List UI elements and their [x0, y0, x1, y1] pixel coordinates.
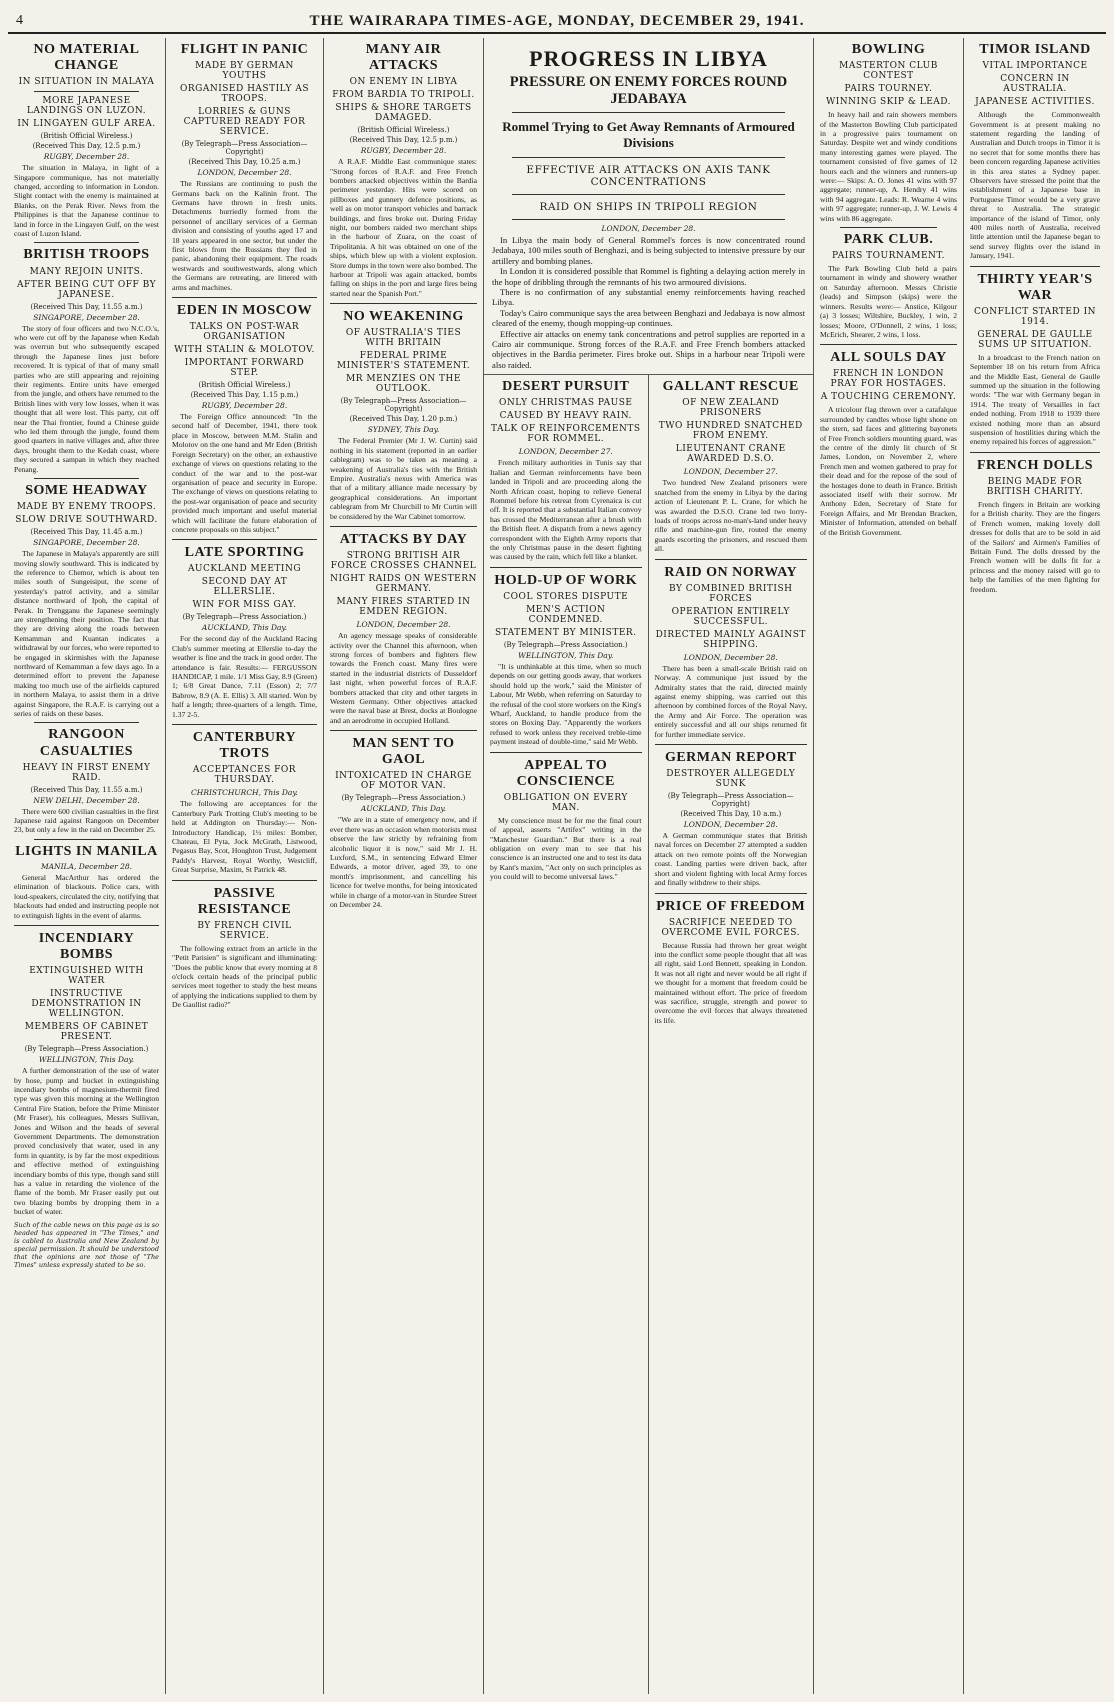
subheading: MADE BY GERMAN YOUTHS [195, 61, 294, 82]
article-text: There has been a small-scale British raid on Norway. A communique just issued by the Admiralty states that the raid, directed mainly against enemy shipping, was carried out this afternoon by combined forces of the Royal Navy, the Army and Air Force. The operation was entirely successful and all our ships returned fit for further immediate service. [654, 663, 807, 739]
credit: (By Telegraph—Press Association.) [341, 794, 466, 803]
subheading: ACCEPTANCES FOR THURSDAY. [192, 765, 297, 786]
article-text: The Park Bowling Club held a pairs tournament in windy and showery weather on Saturday afternoon. Messrs Christie (leads) and Simpson (skips) were the winners. Results were:— Anstice, Kilgour (a) 3 losses; Wiltshire, Buckley, 1 win, 2 losses; Moore, O'Donnell, 2 wins, 1 loss; McErich, Shearer, 2 wins, 1 loss. [820, 264, 957, 339]
subheading: MANY REJOIN UNITS. [29, 266, 144, 277]
subheading: SACRIFICE NEEDED TO OVERCOME EVIL FORCES. [661, 917, 800, 938]
article-text: Two hundred New Zealand prisoners were snatched from the enemy in Libya by the daring action of Lieutenant P. L. Crane, for which he was awarded the D.S.O. Crane led two lorry-loads of troops across no-man's-land under heavy rifle and machine-gun fire, routed the enemy guards escorting the prisoners, and rescued them all. [654, 478, 807, 554]
headline: THIRTY YEAR'S WAR [977, 271, 1093, 303]
dateline: WELLINGTON, This Day. [38, 1055, 135, 1065]
headline: TIMOR ISLAND [979, 42, 1091, 57]
headline: LIGHTS IN MANILA [15, 843, 158, 859]
subheading: HEAVY IN FIRST ENEMY RAID. [22, 762, 151, 783]
received-time: (Received This Day, 1.15 p.m.) [190, 391, 299, 400]
subheading: WINNING SKIP & LEAD. [825, 97, 952, 108]
headline: APPEAL TO CONSCIENCE [516, 757, 615, 789]
subheading: WIN FOR MISS GAY. [192, 600, 297, 611]
subheading: FROM BARDIA TO TRIPOLI. [332, 90, 475, 101]
headline: FRENCH DOLLS [976, 457, 1094, 473]
lead-paragraph: In London it is considered possible that Rommel is fighting a delaying action merely in the hope of dribbling through the remnants of his two armoured divisions. [492, 266, 805, 287]
dateline: MANILA, December 28. [40, 861, 133, 871]
received-time: (Received This Day, 10 a.m.) [680, 810, 782, 819]
headline: PASSIVE RESISTANCE [197, 885, 292, 917]
subheading: MR MENZIES ON THE OUTLOOK. [346, 374, 461, 395]
subheading: DIRECTED MAINLY AGAINST SHIPPING. [655, 629, 806, 650]
subheading: FEDERAL PRIME MINISTER'S STATEMENT. [336, 351, 471, 372]
subheading: STATEMENT BY MINISTER. [494, 627, 637, 638]
subheading: COOL STORES DISPUTE [503, 591, 629, 602]
subheading: VITAL IMPORTANCE [982, 61, 1088, 72]
lead-columns [484, 38, 814, 1694]
subheading: PAIRS TOURNEY. [844, 84, 933, 95]
dateline: LONDON, December 28. [356, 620, 451, 630]
subheading: OPERATION ENTIRELY SUCCESSFUL. [671, 606, 790, 627]
subheading: TALKS ON POST-WAR ORGANISATION [189, 322, 300, 343]
article-text: The following extract from an article in the "Petit Parisien" is significant and illuminating: "Does the public know that every morning at 8 o'clock certain heads of the principal public services meet together to study the best means of applying the indications supplied to them by De Gaullist radio?" [172, 943, 317, 1010]
dateline: LONDON, December 27. [518, 447, 613, 457]
received-time: (Received This Day, 12.5 p.m.) [32, 142, 141, 151]
headline: ATTACKS BY DAY [339, 532, 468, 548]
lead-deck: PRESSURE ON ENEMY FORCES ROUND JEDABAYA [509, 74, 788, 107]
headline: BOWLING [851, 42, 926, 57]
article-text: A R.A.F. Middle East communique states: "Strong forces of R.A.F. and Free French bombers attacked objectives within the Bardia perimeter yesterday. Hits were scored on pillboxes and gunnery defence positions, as well as on motor transport vehicles and barrack buildings, and fires broke out. During Friday night, our bombers raided two merchant ships in the harbour of Zuara, on the coast of Tripolitania. A hit was obtained on one of the ships, which blew up with a violent explosion. Store dumps in the town were also bombed. The harbour at Tripoli was again attacked, bombs falling on ships in the port and large fires being started near the Spanish Port." [330, 157, 477, 298]
column-5 [649, 375, 814, 1694]
article-text: Because Russia had thrown her great weight into the conflict some people thought that all was all right, said Lord Bennett, speaking in London. It was not all right and never would be all right if we thought for a moment that freedom could be maintained without effort. The price of freedom was sacrifice, struggle, strength and power to overcome the evil forces that always threatened its life. [654, 940, 807, 1025]
subheading: NIGHT RAIDS ON WESTERN GERMANY. [330, 574, 477, 595]
lead-headline: PROGRESS IN LIBYA [529, 46, 768, 71]
article-text: The situation in Malaya, in light of a Singapore communique, has not materially changed, according to information in London. Slight contact with the enemy is maintained at Blanks, on the Perak River. News from the Philippines is that the Japanese continue to land in force in the Lingayen Gulf, on the west coast of Luzon Island. [14, 163, 159, 239]
headline: ALL SOULS DAY [830, 350, 947, 366]
dateline: AUCKLAND, This Day. [201, 623, 288, 633]
subheading: PAIRS TOURNAMENT. [832, 251, 945, 262]
article-text: My conscience must be for me the final court of appeal, asserts "Artifex" writing in the "Manchester Guardian." But there is a real obligation on every man to see that his conscience is an instructed one and to test its data by Kant's maxim, "Act only on such principles as you could will to become universal laws." [490, 815, 642, 882]
headline: FLIGHT IN PANIC [180, 42, 309, 57]
article-text: An agency message speaks of considerable activity over the Channel this afternoon, when strong forces of bombers and fighters flew towards the French coast. Many fires were started in the industrial districts of Dusseldorf last night, when powerful forces of R.A.F. bombers attacked that city and other targets in Western Germany. Other objectives attacked were the naval base at Brest, docks at Boulogne and an aerodrome in occupied Holland. [330, 631, 477, 725]
subheading: MADE BY ENEMY TROOPS. [16, 502, 157, 513]
subheading: ONLY CHRISTMAS PAUSE [499, 398, 633, 409]
dateline: RUGBY, December 28. [43, 152, 130, 162]
dateline: LONDON, December 27. [683, 467, 778, 477]
subheading: TWO HUNDRED SNATCHED FROM ENEMY. [658, 421, 803, 442]
article-text: In a broadcast to the French nation on September 18 on his return from Africa and the Middle East, General de Gaulle summed up the situation in the following words: "The war with Germany began in 1914. The treaty of Versailles in fact ended nothing. From 1918 to 1939 there existed nothing more than an absurd suspension of hostilities during which the enemy repaired his forces of aggression." [970, 352, 1100, 447]
subheading: STRONG BRITISH AIR FORCE CROSSES CHANNEL [330, 551, 477, 572]
article-text: French military authorities in Tunis say that Italian and German reinforcements have been landed in Tripoli and are proceeding along the North African coast, hoping to relieve General Rommel before his retreat from Cyrenaica is cut off. It is reported that a substantial Italian convoy has crossed the Mediterranean after a brush with the British fleet. A dispatch from a news agency correspondent with the Eighth Army reports that the only Christmas pause in the desert fighting was caused by the rain, which fell like a blanket. [490, 458, 642, 562]
credit: (British Official Wireless.) [357, 126, 450, 135]
subheading: BEING MADE FOR BRITISH CHARITY. [986, 476, 1084, 497]
subheading: TALK OF REINFORCEMENTS FOR ROMMEL. [490, 424, 641, 445]
credit: (By Telegraph—Press Association—Copyright) [181, 140, 308, 157]
headline: BRITISH TROOPS [23, 247, 150, 263]
credit: (By Telegraph—Press Association—Copyright) [667, 792, 794, 809]
subheading: MEN'S ACTION CONDEMNED. [526, 604, 606, 625]
dateline: SINGAPORE, December 28. [33, 538, 140, 548]
dateline: SYDNEY, This Day. [367, 425, 440, 435]
subheading: WITH STALIN & MOLOTOV. [174, 345, 315, 356]
dateline: SINGAPORE, December 28. [33, 312, 140, 322]
article-text: General MacArthur has ordered the elimination of blackouts. Police cars, with loud-speakers, circulated the city, notifying that blackouts had ended and instructing people not to extinguish lights in the event of alarms. [14, 872, 159, 920]
article-text: In heavy hail and rain showers members of the Masterton Bowling Club participated in a progressive pairs tournament on Saturday. Despite wet and windy conditions many interesting games were played. The tournament consisted of five games of 12 hours each and the winners and runners-up were:— Skips: A. O. Jones 41 wins with 97 aggregate; runner-up, A. Hendry 41 wins with 94 aggregate. Leads: R. Wearne 4 wins with 97 aggregate; runner-up, J. W. Lewis 4 wins with 86 aggregate. [820, 110, 957, 223]
article-text: "We are in a state of emergency now, and if ever there was an occasion when motorists must observe the law strictly by refraining from alcoholic liquor it is now," said Mr J. H. Luxford, S.M., in sentencing Edward Elmer Edwards, a motor driver, aged 39, to one month's imprisonment, and cancelling his licence for twelve months, for being intoxicated while in charge of a motor-van in Sturdee Street on December 24. [330, 815, 477, 910]
headline: MAN SENT TO GAOL [352, 736, 455, 768]
column-2 [166, 38, 324, 1694]
subheading: INTOXICATED IN CHARGE OF MOTOR VAN. [335, 771, 472, 792]
subheading: OF NEW ZEALAND PRISONERS [682, 398, 780, 419]
received-time: (Received This Day, 11.55 a.m.) [30, 785, 143, 794]
received-time: (Received This Day, 12.5 p.m.) [349, 136, 458, 145]
headline: NO MATERIAL CHANGE [33, 42, 140, 74]
credit: (By Telegraph—Press Association.) [503, 640, 628, 649]
subheading: CONCERN IN AUSTRALIA. [1000, 74, 1070, 95]
headline: DESERT PURSUIT [502, 379, 630, 395]
dateline: LONDON, December 28. [601, 224, 696, 233]
article-text: There were 600 civilian casualties in the first Japanese raid against Rangoon on December 23, but only a few in the raid on December 25. [14, 806, 159, 835]
times-footnote: Such of the cable news on this page as is so headed has appeared in "The Times," and is cabled to Australia and New Zealand by special permission. It should be understood that the opinions are not those of "The Times" unless expressly stated to be so. [14, 1220, 159, 1269]
article-text: The Federal Premier (Mr J. W. Curtin) said nothing in his statement (reported in an earlier cablegram) was to be taken as meaning a weakening of Australia's ties with the British Empire. Australia's nexus with America was that of a military alliance made necessary by geographical considerations. An important cablegram from Mr Churchill to Mr Curtin will be considered by the War Cabinet tomorrow. [330, 436, 477, 521]
dateline: LONDON, December 28. [683, 652, 778, 662]
lead-lower [484, 375, 813, 1694]
headline: LATE SPORTING [184, 545, 305, 561]
headline: NO WEAKENING [343, 309, 464, 325]
subheading: A TOUCHING CEREMONY. [820, 392, 957, 403]
subheading: MEMBERS OF CABINET PRESENT. [24, 1022, 149, 1043]
headline: CANTERBURY TROTS [192, 730, 297, 762]
article-text: Although the Commonwealth Government is at present making no statement regarding the landing of Australian and Dutch troops in Timor it is no secret that for some months there has been concern regarding Japanese activities in this area states a Sydney paper. Observers have stressed the point that the establishment of a Japanese base in Portuguese Timor would be a very grave threat to Australia. The strategic importance of the island of Timor, only 400 miles north of Australia, received little attention until the Japanese began to send survey flights over the island in January, 1941. [970, 110, 1100, 261]
subheading: CONFLICT STARTED IN 1914. [973, 306, 1097, 327]
dateline: RUGBY, December 28. [201, 401, 288, 411]
article-text: The Russians are continuing to push the Germans back on the Kalinin front. The Germans have thrown in fresh units. Detachments hurriedly formed from the personnel of ancillary services of a German division and consisting of youths aged 17 and 18 years appeared in one sector, but under the first blows from the Russians they fled in panic, abandoning their equipment. The roads westwards and southwestwards, along which the Germans are retreating, are littered with arms and machines. [172, 179, 317, 292]
credit: (British Official Wireless.) [40, 132, 133, 141]
headline: PRICE OF FREEDOM [656, 898, 806, 914]
headline: PARK CLUB. [843, 231, 934, 247]
subheading: INSTRUCTIVE DEMONSTRATION IN WELLINGTON. [31, 989, 142, 1020]
subheading: FRENCH IN LONDON PRAY FOR HOSTAGES. [830, 369, 947, 390]
lead-story [484, 38, 813, 375]
columns [8, 38, 1106, 1694]
subheading: IMPORTANT FORWARD STEP. [184, 358, 305, 379]
subheading: OF AUSTRALIA'S TIES WITH BRITAIN [345, 328, 462, 349]
headline: HOLD-UP OF WORK [494, 572, 638, 588]
dateline: WELLINGTON, This Day. [518, 650, 614, 660]
article-text: A further demonstration of the use of water by hose, pump and bucket in extinguishing incendiary bombs of magnesium-thermit fired type was given this morning at the Wellington Central Fire Station, before the Prime Minister (Mr Fraser), his colleagues, Messrs Sullivan, Jones and Wilson and the heads of several Government Departments. The demonstration proved conclusively that water, used in any form in quantity, is by far the most expeditious and effective method of extinguishing incendiary bombs of this type, though sand still has a value in retarding the violence of the flame of the bomb. Mr Fraser easily put out two blazing bombs by dropping them in a bucket of water. [14, 1066, 159, 1217]
subheading: MORE JAPANESE LANDINGS ON LUZON. [26, 96, 147, 117]
column-3 [324, 38, 484, 1694]
credit: (By Telegraph—Press Association.) [24, 1045, 149, 1054]
subheading: LORRIES & GUNS CAPTURED READY FOR SERVICE. [183, 107, 306, 138]
article-text: The Japanese in Malaya's apparently are still moving slowly southward. This is indicated by the reference to Chemor, which is about ten miles south of Sungeisiput, the scene of yesterday's patrol activity, and a similar distance northward of Ipoh, the capital of Perak. In Trengganu the Japanese seemingly are strengthening their position. The fact that they are driving along the roads between Kemamman and Kuantan indicates a withdrawal by our forces, who were reported to be engaged in skirmishes with the Japanese northward of Kemamman a few days ago. In a determined effort to prevent the Japanese making too much use of the airfields captured in northern Malaya, to assist them in a drive against Singapore, the R.A.F. is carrying out a series of raids on these bases. [14, 549, 159, 719]
subheading: BY FRENCH CIVIL SERVICE. [197, 920, 292, 941]
column-7 [964, 38, 1106, 1694]
subheading: EXTINGUISHED WITH WATER [29, 966, 144, 987]
subheading: JAPANESE ACTIVITIES. [975, 97, 1095, 108]
column-4 [484, 375, 649, 1694]
headline: SOME HEADWAY [25, 483, 148, 499]
subheading: MANY FIRES STARTED IN EMDEN REGION. [336, 597, 471, 618]
lead-paragraph: Effective air attacks on enemy tank concentrations and petrol supplies are reported in a Cairo air communique. Strong forces of the R.A.F. and Free French bombers attacked objectives in the Bardia perimeter. Fires broke out. Ships in a harbour near Tripoli were also raided. [492, 328, 805, 370]
lead-paragraph: In Libya the main body of General Rommel's forces is now concentrated round Jedabaya, 100 miles south of Benghazi, and is being subjected to intensive pressure by our artillery and bombing planes. [492, 235, 805, 266]
headline: RAID ON NORWAY [664, 564, 798, 580]
dateline: AUCKLAND, This Day. [360, 804, 447, 814]
credit: (By Telegraph—Press Association.) [182, 613, 307, 622]
credit: (By Telegraph—Press Association—Copyright) [340, 397, 467, 414]
received-time: (Received This Day, 10.25 a.m.) [188, 158, 301, 167]
subheading: IN LINGAYEN GULF AREA. [17, 119, 156, 130]
article-text: A tricolour flag thrown over a catafalque surrounded by candles whose light shone on the stern, sad faces and glittering bayonets of Free French soldiers mounting guard, was the centre of the dimly lit church of St James, London, on November 2, where French men and women gathered to pray for their dead and for the repose of the soul of the hostages done to death in France. British associated itself with their sorrow. Mr Anthony Eden, Secretary of State for Foreign Affairs, and Mr Brendan Bracken, Minister of Information, attended on behalf of the British Government. [820, 405, 957, 537]
lead-paragraph: There is no confirmation of any substantial enemy reinforcements having reached Libya. [492, 287, 805, 308]
headline: GERMAN REPORT [664, 749, 797, 765]
received-time: (Received This Day, 11.55 a.m.) [30, 302, 143, 311]
headline: INCENDIARY BOMBS [38, 930, 135, 963]
subheading: AFTER BEING CUT OFF BY JAPANESE. [16, 279, 157, 300]
dateline: NEW DELHI, December 28. [33, 795, 140, 805]
subheading: ON ENEMY IN LIBYA [349, 77, 458, 88]
subheading: IN SITUATION IN MALAYA [18, 77, 155, 88]
headline: GALLANT RESCUE [662, 379, 799, 395]
article-text: For the second day of the Auckland Racing Club's summer meeting at Ellerslie to-day the weather is fine and the track in good order. The attendance is fair. Results:— FERGUSSON HANDICAP, 1 mile. 1/1 Miss Gay, 8.9 (Green) 1; 6/8 Great Dance, 7.11 (Esson) 2; 7/7 Babrow, 8.9 (A. E. Ellis) 3. All started. Won by half a length; three-quarters of a length. Time, 1.37 2-5. [172, 634, 317, 719]
subheading: LIEUTENANT CRANE AWARDED D.S.O. [675, 444, 786, 465]
page-number: 4 [16, 13, 24, 28]
subheading: SECOND DAY AT ELLERSLIE. [201, 577, 288, 598]
received-time: (Received This Day, 11.45 a.m.) [30, 528, 143, 537]
subheading: DESTROYER ALLEGEDLY SUNK [666, 769, 796, 790]
dateline: LONDON, December 28. [683, 820, 778, 830]
subheading: SLOW DRIVE SOUTHWARD. [15, 515, 158, 526]
dateline: RUGBY, December 28. [360, 146, 447, 156]
column-1 [8, 38, 166, 1694]
headline: MANY AIR ATTACKS [365, 42, 442, 74]
subheading: CAUSED BY HEAVY RAIN. [499, 411, 632, 422]
subheading: MASTERTON CLUB CONTEST [839, 61, 938, 82]
column-6 [814, 38, 964, 1694]
article-text: French fingers in Britain are working for a British charity. They are the fingers of French women, making lovely doll dresses for dolls that are to be sold in aid of the Sailors' and Airmen's Families of Britain Fund. The dolls dressed by the French women will be dolls fit for a princess and the money raised will go to help the families of the men fighting for freedom. [970, 499, 1100, 594]
lead-deck: EFFECTIVE AIR ATTACKS ON AXIS TANK CONCENTRATIONS [526, 164, 771, 188]
newspaper-title: THE WAIRARAPA TIMES-AGE, MONDAY, DECEMBER 29, 1941. [309, 12, 805, 29]
lead-deck: RAID ON SHIPS IN TRIPOLI REGION [539, 201, 758, 213]
lead-deck: Rommel Trying to Get Away Remnants of Armoured Divisions [502, 119, 795, 150]
subheading: OBLIGATION ON EVERY MAN. [503, 792, 628, 813]
subheading: SHIPS & SHORE TARGETS DAMAGED. [335, 103, 472, 124]
subheading: ORGANISED HASTILY AS TROOPS. [179, 84, 310, 105]
headline: RANGOON CASUALTIES [39, 727, 134, 759]
article-text: The following are acceptances for the Canterbury Park Trotting Club's meeting to be held at Addington on Thursday:— Non-Introductory Handicap, 1½ miles: Bomber, Chateau, El Pyta, Jock McGrath, Listwood, Pegasus Bay, Scot, Houghton Trust, Judgement Paddy's Harvest, Royal Worthy, Westcliff, Great Surprise, Maxim, St Patrick 48. [172, 799, 317, 875]
subheading: BY COMBINED BRITISH FORCES [669, 583, 793, 604]
received-time: (Received This Day, 1.20 p.m.) [349, 415, 458, 424]
lead-paragraph: Today's Cairo communique says the area between Benghazi and Jedabaya is now almost cleared of the enemy, though mopping-up continues. [492, 307, 805, 329]
article-text: "It is unthinkable at this time, when so much depends on our getting goods away, that workers should hold up the work," said the Minister of Labour, Mr Webb, when referring on Saturday to the refusal of the cool store workers on the King's Wharf, Auckland, to handle produce from the stores on Boxing Day. "Apparently the workers refused to work unless they received treble-time payment instead of double-time," said Mr Webb. [490, 661, 642, 747]
credit: (British Official Wireless.) [198, 381, 291, 390]
headline: EDEN IN MOSCOW [176, 302, 313, 318]
article-text: The Foreign Office announced: "In the second half of December, 1941, there took place in Moscow, between M.M. Stalin and Molotov on the one hand and Mr Eden (British Foreign Secretary) on the other, an exhaustive exchange of views on questions relating to the conduct of the war and to the post-war organisation of peace and security in Europe. The exchange of views on questions relating to the post-war organisation of peace and security provided much important and useful material which will facilitate the future elaboration of concrete proposals on this subject." [172, 412, 317, 534]
subheading: GENERAL DE GAULLE SUMS UP SITUATION. [977, 329, 1093, 350]
masthead [8, 10, 1106, 34]
article-text: A German communique states that British naval forces on December 27 attempted a sudden attack on two remote points off the Norwegian coast. Landing parties were driven back, after short and violent fighting with local Army forces and finally withdrew to their ships. [654, 831, 807, 888]
article-text: The story of four officers and two N.C.O.'s, who were cut off by the Japanese when Kedah was overrun but who subsequently escaped through the Japanese lines just before recovered. It is typical of that of many small parties who are still appearing and rejoining their regiments. Entire units have emerged from the jungle, and others have returned to the British lines with very low losses, when it was thought that all were lost. This party, cut off near the Thai frontier, found a Chinese guide who led them through the jungle, found them good quarters in native villages and, after three days, brought them to the Kedah coast, where they secured a sampan in which they reached Penang. [14, 323, 159, 474]
subheading: AUCKLAND MEETING [187, 564, 302, 575]
dateline: LONDON, December 28. [197, 168, 292, 178]
dateline: CHRISTCHURCH, This Day. [191, 788, 298, 798]
